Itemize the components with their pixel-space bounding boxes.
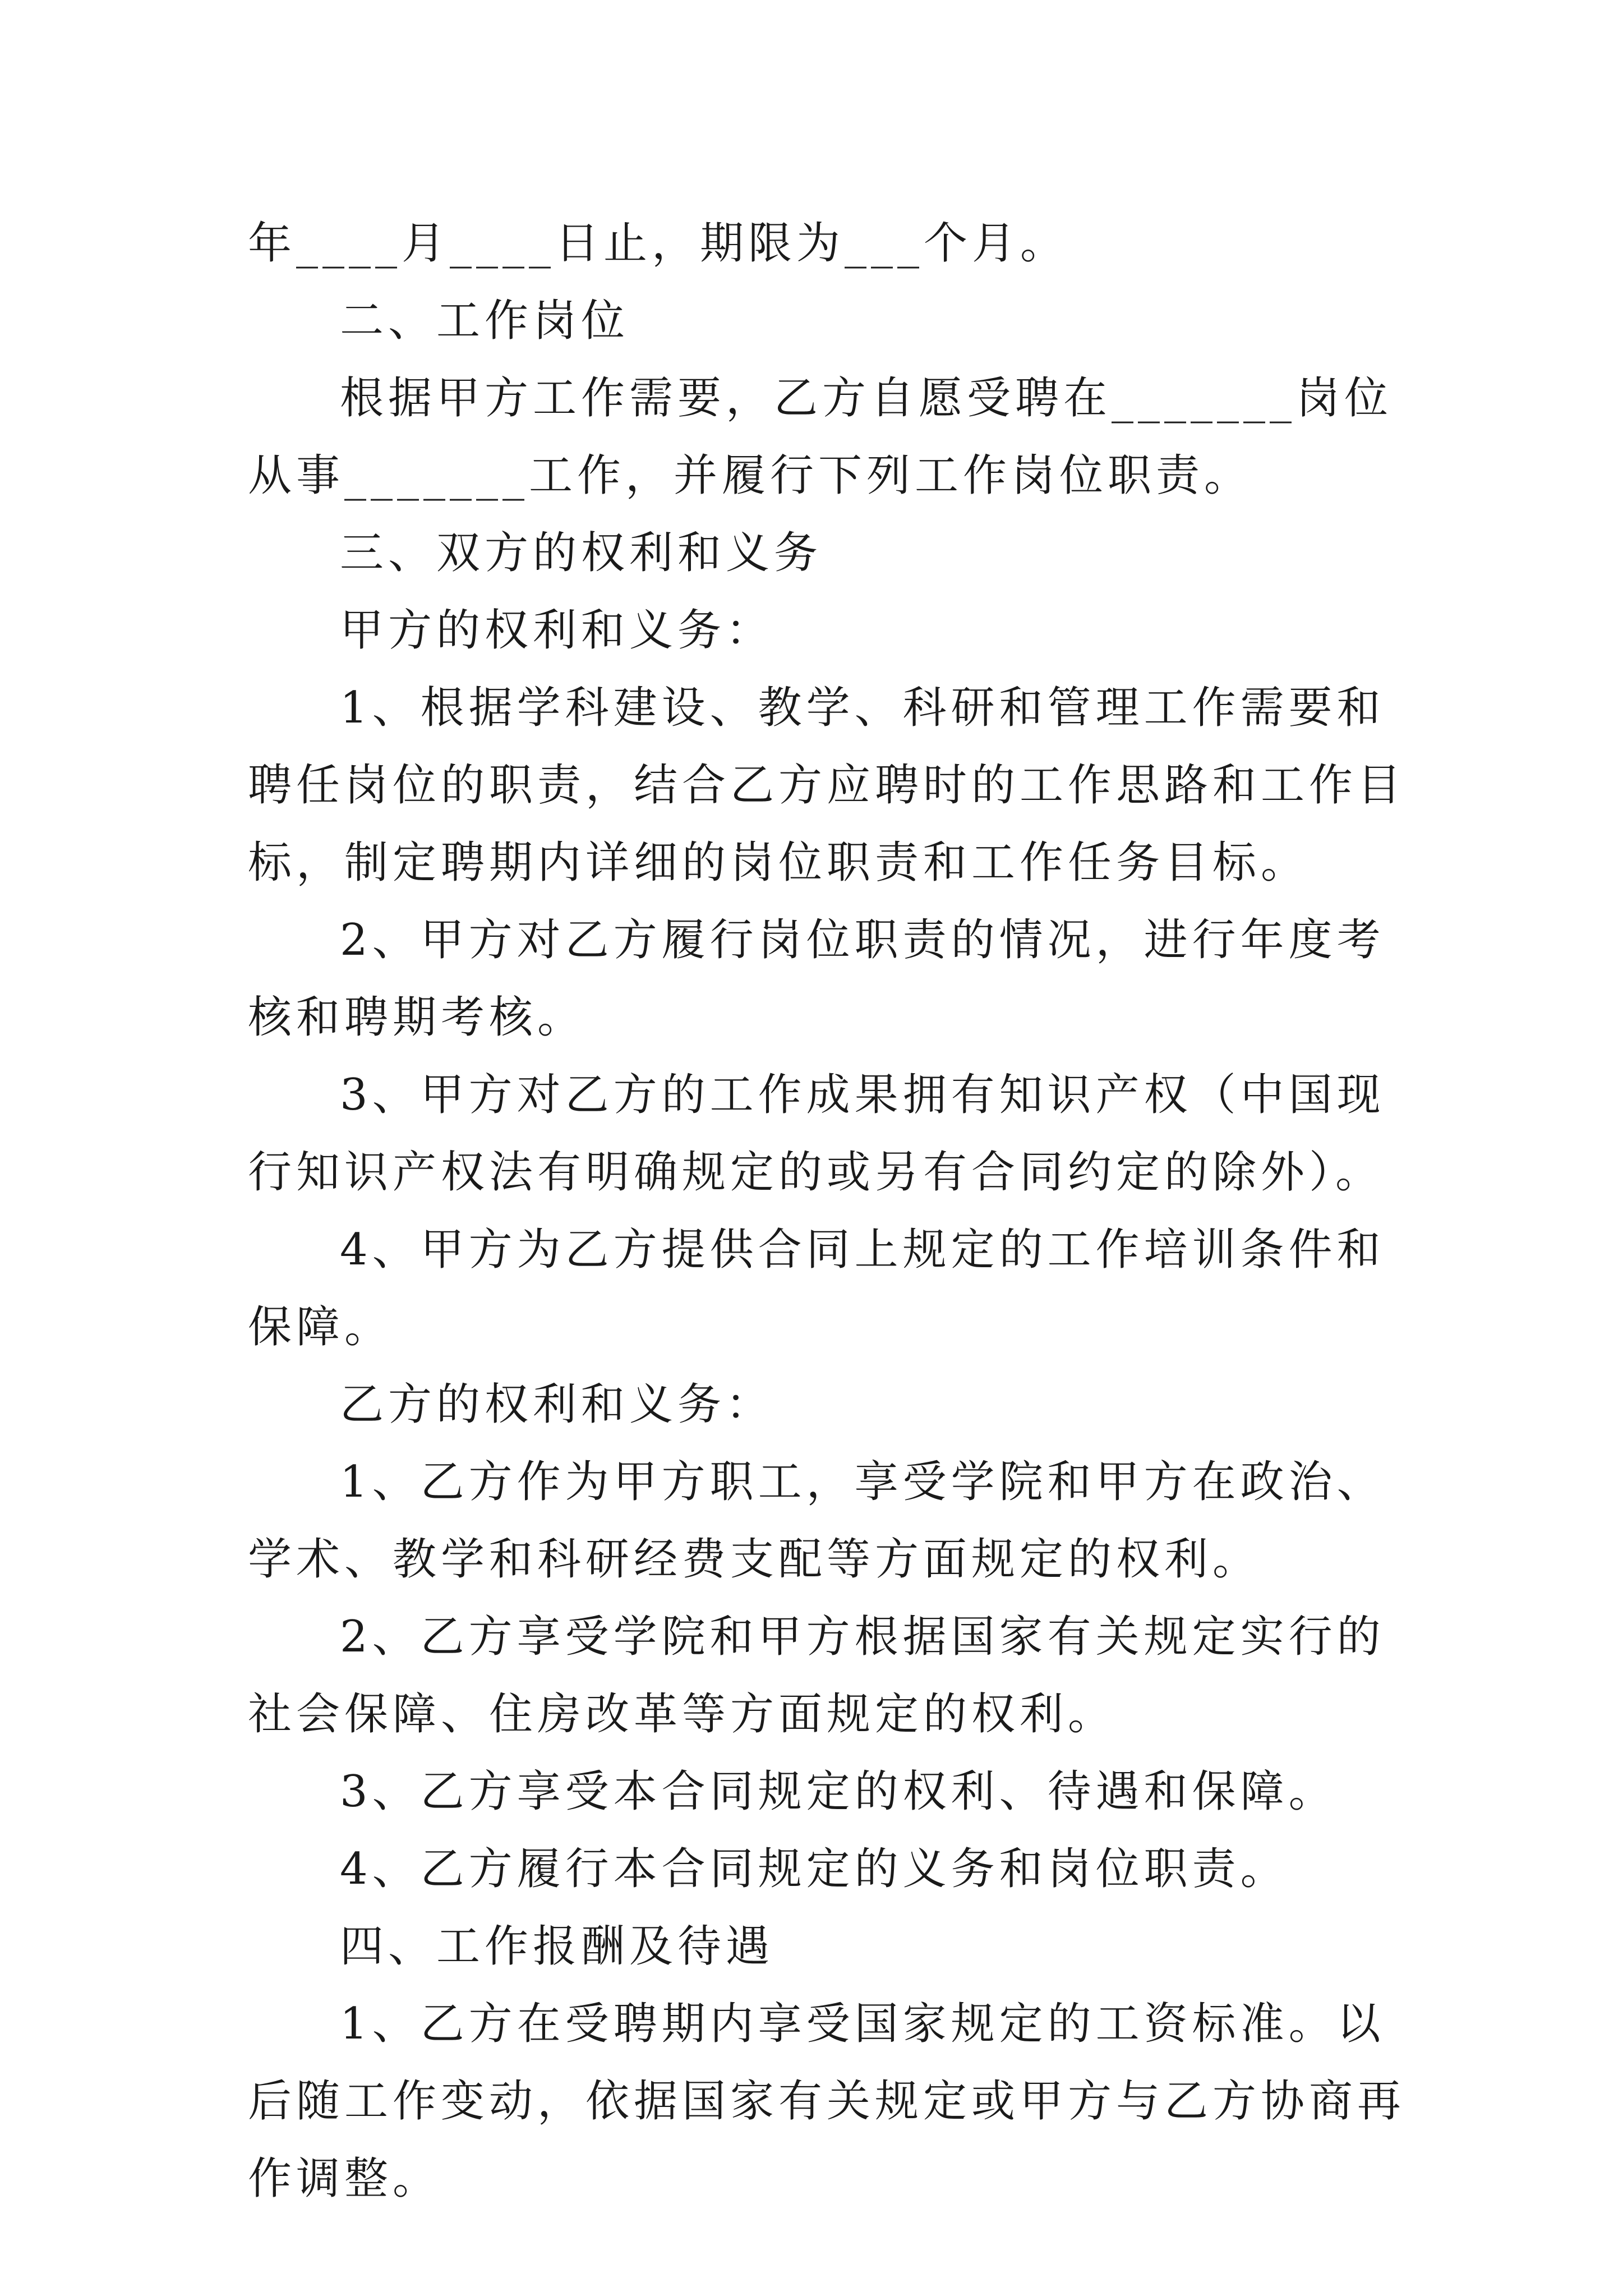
paragraph-party-b-3: 3、乙方享受本合同规定的权利、待遇和保障。 [340, 1766, 1337, 1817]
paragraph-party-b-2: 2、乙方享受学院和甲方根据国家有关规定实行的社会保障、住房改革等方面规定的权利。 [248, 1612, 1385, 1740]
paragraph-party-b-4: 4、乙方履行本合同规定的义务和岗位职责。 [340, 1844, 1289, 1894]
subheading-party-a: 甲方的权利和义务： [340, 605, 774, 656]
heading-section-3: 三、双方的权利和义务 [340, 528, 823, 578]
paragraph-party-a-1: 1、根据学科建设、教学、科研和管理工作需要和聘任岗位的职责，结合乙方应聘时的工作思路和工作目标，制定聘期内详细的岗位职责和工作任务目标。 [248, 683, 1406, 888]
paragraph-salary-1: 1、乙方在受聘期内享受国家规定的工资标准。以后随工作变动，依据国家有关规定或甲方与乙方协商再作调整。 [248, 1999, 1406, 2204]
paragraph-party-b-1: 1、乙方作为甲方职工，享受学院和甲方在政治、学术、教学和科研经费支配等方面规定的权利。 [248, 1457, 1385, 1585]
document-body [248, 205, 1414, 2217]
paragraph-party-a-3: 3、甲方对乙方的工作成果拥有知识产权（中国现行知识产权法有明确规定的或另有合同约定的除外）。 [248, 1070, 1385, 1198]
paragraph-position: 根据甲方工作需要，乙方自愿受聘在_______岗位从事_______工作，并履行下列工作岗位职责。 [248, 373, 1393, 501]
subheading-party-b: 乙方的权利和义务： [340, 1379, 774, 1430]
heading-section-2: 二、工作岗位 [340, 296, 630, 346]
heading-section-4: 四、工作报酬及待遇 [340, 1921, 774, 1972]
paragraph-party-a-4: 4、甲方为乙方提供合同上规定的工作培训条件和保障。 [248, 1225, 1385, 1352]
paragraph-party-a-2: 2、甲方对乙方履行岗位职责的情况，进行年度考核和聘期考核。 [248, 915, 1385, 1043]
paragraph-term-end: 年____月____日止，期限为___个月。 [248, 218, 1069, 269]
